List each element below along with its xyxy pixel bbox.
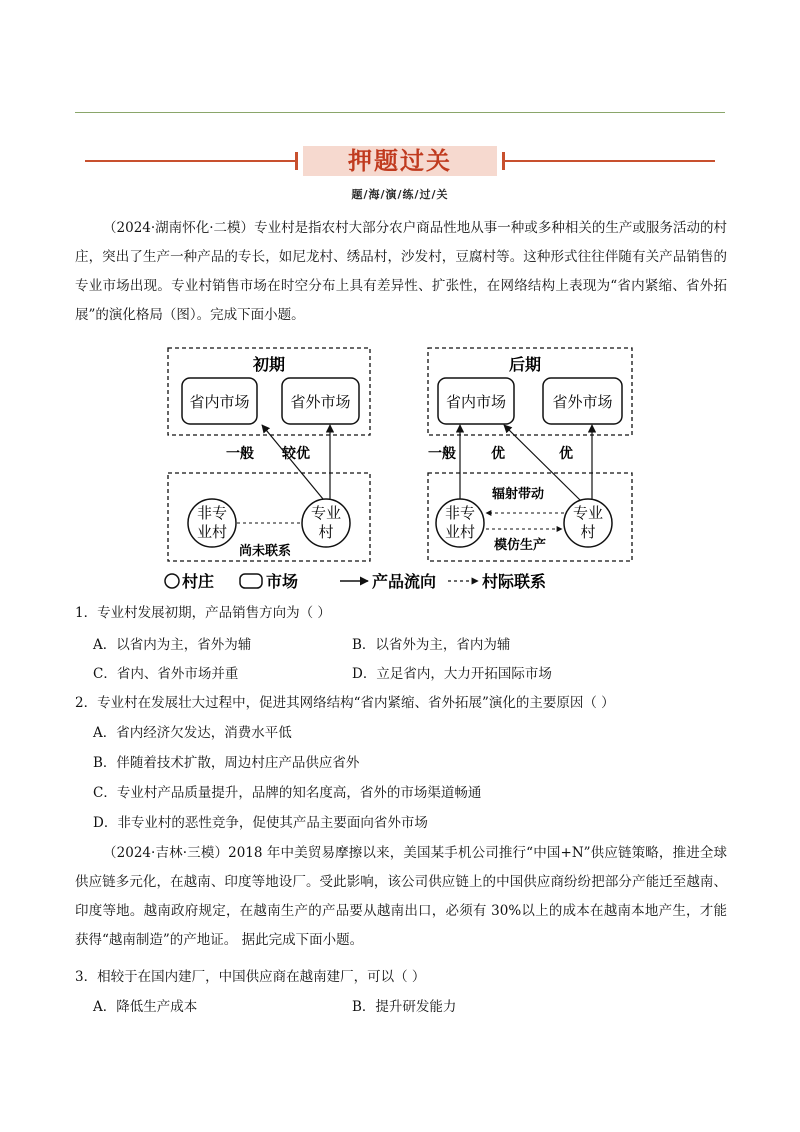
question-2-option-c[interactable]: C．专业村产品质量提升，品牌的知名度高，省外的市场渠道畅通: [93, 785, 482, 801]
initial-pro-line1: 专业: [310, 504, 342, 522]
initial-pro-line2: 村: [318, 523, 334, 541]
diagram-initial-stage: [168, 348, 370, 561]
initial-flow-better: 较优: [282, 446, 310, 462]
later-non-pro-line1: 非专: [444, 504, 476, 522]
question-2-stem: 2．专业村在发展壮大过程中，促进其网络结构“省内紧缩、省外拓展”演化的主要原因（ ）: [75, 695, 615, 711]
banner-tick-left: [295, 152, 298, 170]
later-pro-line1: 专业: [572, 504, 604, 522]
initial-market-out-label: 省外市场: [290, 393, 351, 411]
banner-title: 押题过关: [348, 147, 452, 175]
legend-market-label: 市场: [266, 572, 299, 591]
diagram-legend: [165, 572, 546, 591]
banner-line-right: [503, 160, 715, 162]
initial-flow-general: 一般: [226, 446, 254, 462]
initial-relation: 尚未联系: [238, 544, 292, 559]
question-3-option-b[interactable]: B．提升研发能力: [352, 999, 457, 1015]
later-flow-general: 一般: [428, 446, 456, 462]
legend-link-label: 村际联系: [482, 572, 547, 591]
later-market-in-label: 省内市场: [445, 393, 507, 411]
question-1-option-a[interactable]: A．以省内为主，省外为辅: [93, 637, 252, 653]
question-3-stem: 3．相较于在国内建厂，中国供应商在越南建厂，可以（ ）: [75, 969, 426, 985]
header-rule: [75, 112, 725, 113]
question-2-option-a[interactable]: A．省内经济欠发达，消费水平低: [93, 725, 292, 741]
question-3-option-a[interactable]: A．降低生产成本: [93, 999, 198, 1015]
initial-flow-arrow-in: [262, 425, 323, 499]
question-1-option-d[interactable]: D．立足省内，大力开拓国际市场: [352, 666, 552, 682]
later-flow-better-1: 优: [491, 446, 505, 462]
diagram-later-stage: [428, 348, 632, 561]
banner-title-box: [303, 146, 497, 176]
later-market-out-label: 省外市场: [552, 393, 613, 411]
market-evolution-diagram: [160, 345, 640, 595]
banner-subtitle: 题/海/演/练/过/关: [351, 188, 449, 201]
legend-flow-label: 产品流向: [372, 572, 437, 591]
later-flow-better-2: 优: [559, 446, 573, 462]
initial-non-pro-line2: 业村: [196, 523, 228, 541]
later-title: 后期: [508, 355, 542, 374]
later-non-pro-line2: 业村: [444, 523, 476, 541]
initial-market-in-label: 省内市场: [189, 393, 250, 411]
later-relation-2: 模仿生产: [493, 538, 547, 553]
initial-non-pro-line1: 非专: [196, 504, 228, 522]
passage-1: （2024·湖南怀化·二模）专业村是指农村大部分农户商品性地从事一种或多种相关的生产或服务活动的村庄，突出了生产一种产品的专长，如尼龙村、绣品村，沙发村，豆腐村等。这种形式往往伴随有关产品销售的专业市场出现。专业村销售市场在时空分布上具有差异性、扩张性，在网络结构上表现为“省内紧缩、省外拓展”的演化格局（图）。完成下面小题。: [75, 220, 727, 323]
passage-2: （2024·吉林·三模）2018 年中美贸易摩擦以来，美国某手机公司推行“中国+N”供应链策略，推进全球供应链多元化，在越南、印度等地设厂。受此影响，该公司供应链上的中国供应商纷纷把部分产能迁至越南、印度等地。越南政府规定，在越南生产的产品要从越南出口，必须有 30%以上的成本在越南本地产生，才能获得“越南制造”的产地证。 据此完成下面小题。: [75, 845, 727, 948]
legend-village-symbol: [165, 574, 179, 588]
section-banner: [85, 146, 715, 176]
question-2-option-b[interactable]: B．伴随着技术扩散，周边村庄产品供应省外: [93, 755, 360, 771]
later-relation-1: 辐射带动: [491, 487, 545, 502]
legend-market-symbol: [240, 574, 262, 588]
banner-line-left: [85, 160, 297, 162]
later-pro-line2: 村: [580, 523, 596, 541]
question-2-option-d[interactable]: D．非专业村的恶性竞争，促使其产品主要面向省外市场: [93, 815, 428, 831]
legend-village-label: 村庄: [182, 572, 215, 591]
question-1-stem: 1．专业村发展初期，产品销售方向为（ ）: [75, 605, 331, 621]
initial-title: 初期: [252, 355, 286, 374]
question-1-option-c[interactable]: C．省内、省外市场并重: [93, 666, 239, 682]
question-1-option-b[interactable]: B．以省外为主，省内为辅: [352, 637, 511, 653]
